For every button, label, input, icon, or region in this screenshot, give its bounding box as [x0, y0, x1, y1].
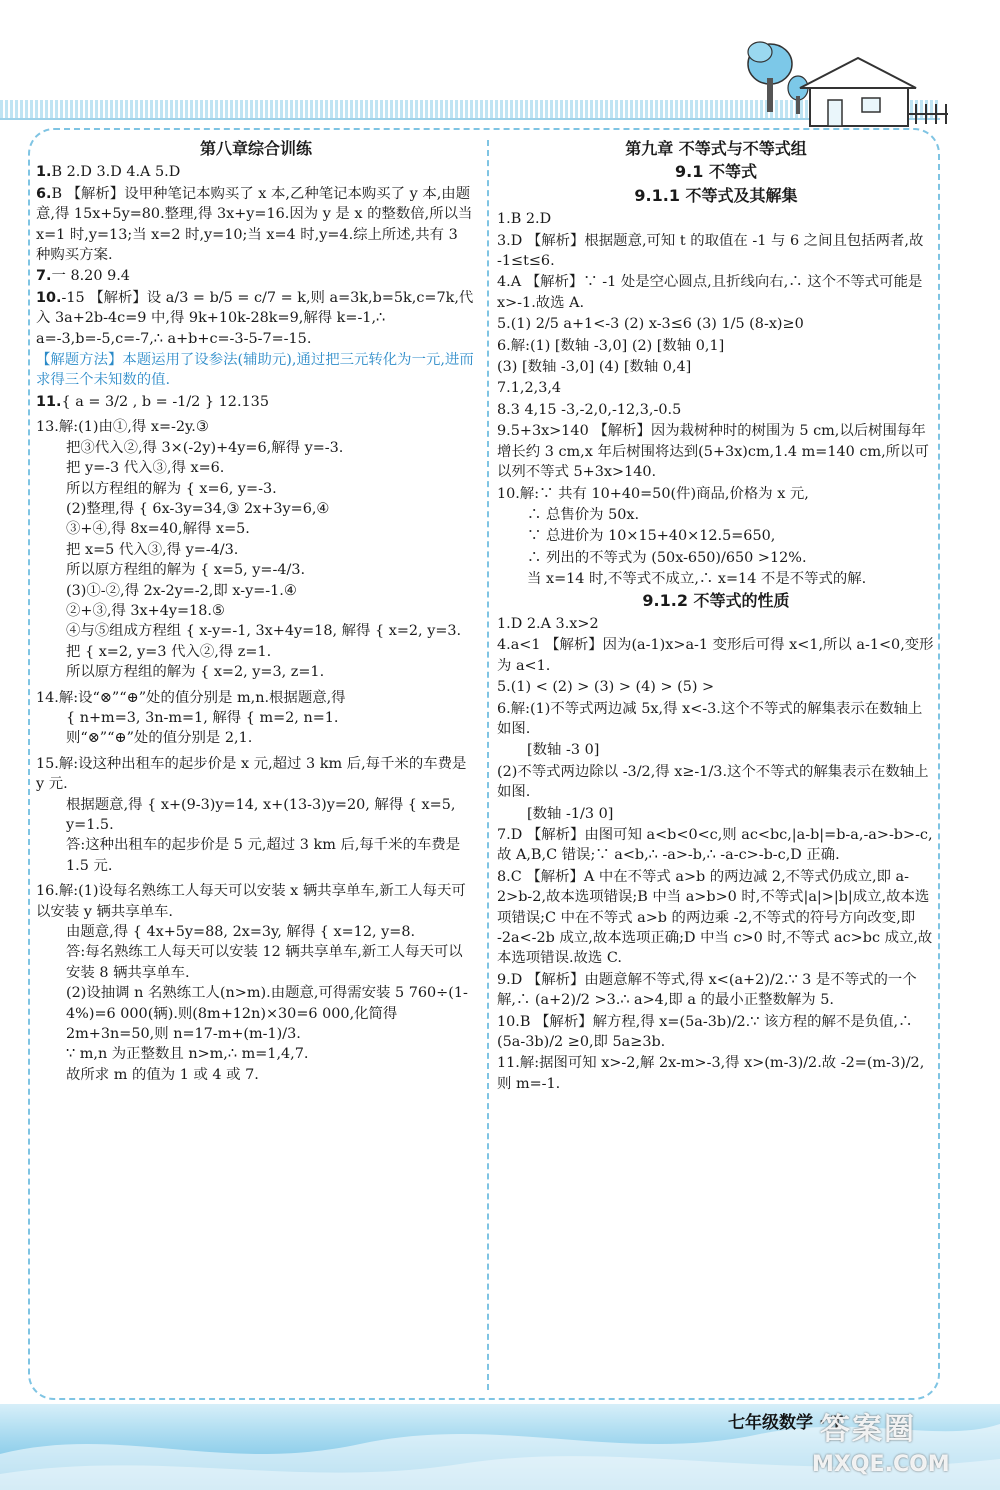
answer-line: 4.A 【解析】∵ -1 处是空心圆点,且折线向右,∴ 这个不等式可能是 x>-1.故选 A.	[497, 274, 923, 311]
answer-line: 6.B 【解析】设甲种笔记本购买了 x 本,乙种笔记本购买了 y 本,由题意,得 15x+5y=80.整理,得 3x+y=16.因为 y 是 x 的整数倍,所以当 x=1 时,y=13;当 x=2 时,y=10;当 x=4 时,y=4.综上所述,共有 3 种购买方案.	[36, 185, 473, 264]
chapter8-title: 第八章综合训练	[199, 139, 312, 158]
right-column	[497, 138, 935, 1095]
solution-line: 把 x=5 代入③,得 y=-4/3.	[66, 541, 239, 558]
answer-line: 1.B 2.D	[497, 211, 552, 228]
q15-solution	[36, 754, 476, 876]
answer-line: 7.1,2,3,4	[497, 380, 562, 397]
answer-line: 5.(1) < (2) > (3) > (4) > (5) >	[497, 679, 715, 696]
answer-line: 10.解:∵ 共有 10+40=50(件)商品,价格为 x 元,	[497, 485, 809, 502]
answer-line: 7.一 8.20 9.4	[36, 268, 130, 285]
answer-line: 3.D 【解析】根据题意,可知 t 的取值在 -1 与 6 之间且包括两者,故 -1≤t≤6.	[497, 232, 924, 270]
answer-line: 1.B 2.D 3.D 4.A 5.D	[36, 164, 181, 181]
answer-line: 4.a<1 【解析】因为(a-1)x>a-1 变形后可得 x<1,所以 a-1<0,变形为 a<1.	[497, 637, 934, 674]
watermark-url: MXQE.COM	[812, 1452, 950, 1477]
answer-line: 9.D 【解析】由题意解不等式,得 x<(a+2)/2.∵ 3 是不等式的一个解,∴ (a+2)/2 >3.∴ a>4,即 a 的最小正整数解为 5.	[497, 971, 917, 1009]
solution-line: 答:这种出租车的起步价是 5 元,超过 3 km 后,每千米的车费是 1.5 元.	[66, 837, 461, 874]
answer-line: 6.解:(1)不等式两边减 5x,得 x<-3.这个不等式的解集表示在数轴上如图.	[497, 700, 923, 737]
answer-line: 5.(1) 2/5 a+1<-3 (2) x-3≤6 (3) 1/5 (8-x)≥0	[497, 316, 804, 333]
solution-line: 故所求 m 的值为 1 或 4 或 7.	[66, 1066, 259, 1083]
solution-line: 把③代入②,得 3×(-2y)+4y=6,解得 y=-3.	[66, 439, 344, 456]
answer-line: 9.5+3x>140 【解析】因为栽树种时的树围为 5 cm,以后树围每年增长约 3 cm,x 年后树围将达到(5+3x)cm,1.4 m=140 cm,所以可以列不等式 5+3x>140.	[497, 423, 929, 481]
q13-solution	[36, 417, 476, 682]
watermark-logo: 答案圈	[820, 1412, 916, 1447]
section-title: 9.1 不等式	[675, 162, 757, 182]
answer-line: ∴ 列出的不等式为 (50x-650)/650 >12%.	[527, 549, 807, 566]
question-number: 10.	[36, 289, 62, 306]
answer-line: 11.{ a = 3/2 , b = -1/2 } 12.135	[36, 393, 269, 410]
solution-line: 答:每名熟练工人每天可以安装 12 辆共享单车,新工人每天可以安装 8 辆共享单车.	[66, 944, 463, 981]
solution-line: 把 y=-3 代入③,得 x=6.	[66, 460, 225, 477]
solution-line: 14.解:设“⊗”“⊕”处的值分别是 m,n.根据题意,得	[36, 689, 346, 706]
solution-line: ②+③,得 3x+4y=18.⑤	[66, 602, 225, 619]
solution-line: ③+④,得 8x=40,解得 x=5.	[66, 521, 250, 538]
answer-line: 10.B 【解析】解方程,得 x=(5a-3b)/2.∵ 该方程的解不是负值,∴ (5a-3b)/2 ≥0,即 5a≥3b.	[497, 1013, 913, 1051]
solution-line: ④与⑤组成方程组 { x-y=-1, 3x+4y=18, 解得 { x=2, y=3.	[66, 623, 462, 640]
solution-line: 则“⊗”“⊕”处的值分别是 2,1.	[66, 730, 253, 747]
number-line-caption: [数轴 -3 0]	[527, 742, 600, 759]
answer-line: 7.D 【解析】由图可知 a<b<0<c,则 ac<bc,|a-b|=b-a,-a>-b>-c,故 A,B,C 错误;∵ a<b,∴ -a>-b,∴ -a-c>-b-c,D 正确.	[497, 827, 933, 864]
q16-solution	[36, 881, 476, 1085]
answer-line: 11.解:据图可知 x>-2,解 2x-m>-3,得 x>(m-3)/2.故 -2=(m-3)/2,则 m=-1.	[497, 1055, 925, 1092]
solution-line: 根据题意,得 { x+(9-3)y=14, x+(13-3)y=20, 解得 { x=5, y=1.5.	[66, 796, 456, 833]
solution-line: 所以方程组的解为 { x=6, y=-3.	[66, 480, 277, 497]
subsection-title: 9.1.1 不等式及其解集	[634, 185, 798, 205]
answer-line: 10.-15 【解析】设 a/3 = b/5 = c/7 = k,则 a=3k,b=5k,c=7k,代入 3a+2b-4c=9 中,得 9k+10k-28k=9,解得 k=-1,∴ a=-3,b=-5,c=-7,∴ a+b+c=-3-5-7=-15.	[36, 289, 474, 347]
question-number: 7.	[36, 268, 52, 285]
solution-line: 所以原方程组的解为 { x=2, y=3, z=1.	[66, 664, 325, 681]
solution-line: (2)设抽调 n 名熟练工人(n>m).由题意,可得需安装 5 760÷(1-4%)=6 000(辆).则(8m+12n)×30=6 000,化简得 2m+3n=50,则 n=17-m+(m-1)/3.	[66, 985, 468, 1043]
solution-line: 所以原方程组的解为 { x=5, y=-4/3.	[66, 562, 306, 579]
answer-line: 当 x=14 时,不等式不成立,∴ x=14 不是不等式的解.	[527, 571, 867, 588]
solution-line: 15.解:设这种出租车的起步价是 x 元,超过 3 km 后,每千米的车费是 y 元.	[36, 755, 467, 793]
q14-solution	[36, 688, 476, 749]
house-illustration	[740, 30, 950, 130]
subsection-title: 9.1.2 不等式的性质	[642, 590, 790, 610]
question-number: 11.	[36, 393, 62, 410]
number-line-caption: [数轴 -1/3 0]	[527, 805, 614, 822]
answer-line: 6.解:(1) [数轴 -3,0] (2) [数轴 0,1]	[497, 337, 725, 354]
solution-line: ∵ m,n 为正整数且 n>m,∴ m=1,4,7.	[66, 1046, 309, 1063]
footer-label: 七年级数学 · T	[728, 1413, 843, 1433]
left-column	[36, 138, 476, 1090]
answer-line: ∴ 总售价为 50x.	[527, 506, 640, 523]
solution-line: 把 { x=2, y=3 代入②,得 z=1.	[66, 643, 272, 660]
solution-line: { n+m=3, 3n-m=1, 解得 { m=2, n=1.	[66, 709, 339, 726]
solution-line: (2)整理,得 { 6x-3y=34,③ 2x+3y=6,④	[66, 500, 330, 517]
answer-line: ∵ 总进价为 10×15+40×12.5=650,	[527, 528, 776, 545]
solution-line: 由题意,得 { 4x+5y=88, 2x=3y, 解得 { x=12, y=8.	[66, 924, 416, 941]
solution-line: 16.解:(1)设每名熟练工人每天可以安装 x 辆共享单车,新工人每天可以安装 y 辆共享单车.	[36, 883, 466, 920]
solution-line: (3)①-②,得 2x-2y=-2,即 x-y=-1.④	[66, 582, 297, 599]
method-note: 【解题方法】本题运用了设参法(辅助元),通过把三元转化为一元,进而求得三个未知数的值.	[36, 352, 474, 389]
answer-line: 1.D 2.A 3.x>2	[497, 615, 599, 632]
answer-line: 8.3 4,15 -3,-2,0,-12,3,-0.5	[497, 401, 682, 418]
solution-line: 13.解:(1)由①,得 x=-2y.③	[36, 419, 209, 436]
column-divider	[487, 140, 489, 1390]
question-number: 1.	[36, 164, 52, 181]
answer-line: (2)不等式两边除以 -3/2,得 x≥-1/3.这个不等式的解集表示在数轴上如图.	[497, 763, 929, 801]
question-number: 6.	[36, 185, 52, 202]
answer-line: 8.C 【解析】A 中在不等式 a>b 的两边减 2,不等式仍成立,即 a-2>b-2,故本选项错误;B 中当 a>b>0 时,不等式|a|>|b|成立,故本选项错误;C 中在不等式 a>b 的两边乘 -2,不等式的符号方向改变,即 -2a<-2b 成立,故本选项正确;D 中当 c>0 时,不等式 ac>bc 成立,故本选项错误.故选 C.	[497, 868, 933, 967]
answer-line: (3) [数轴 -3,0] (4) [数轴 0,4]	[497, 359, 692, 376]
chapter9-title: 第九章 不等式与不等式组	[625, 139, 807, 158]
